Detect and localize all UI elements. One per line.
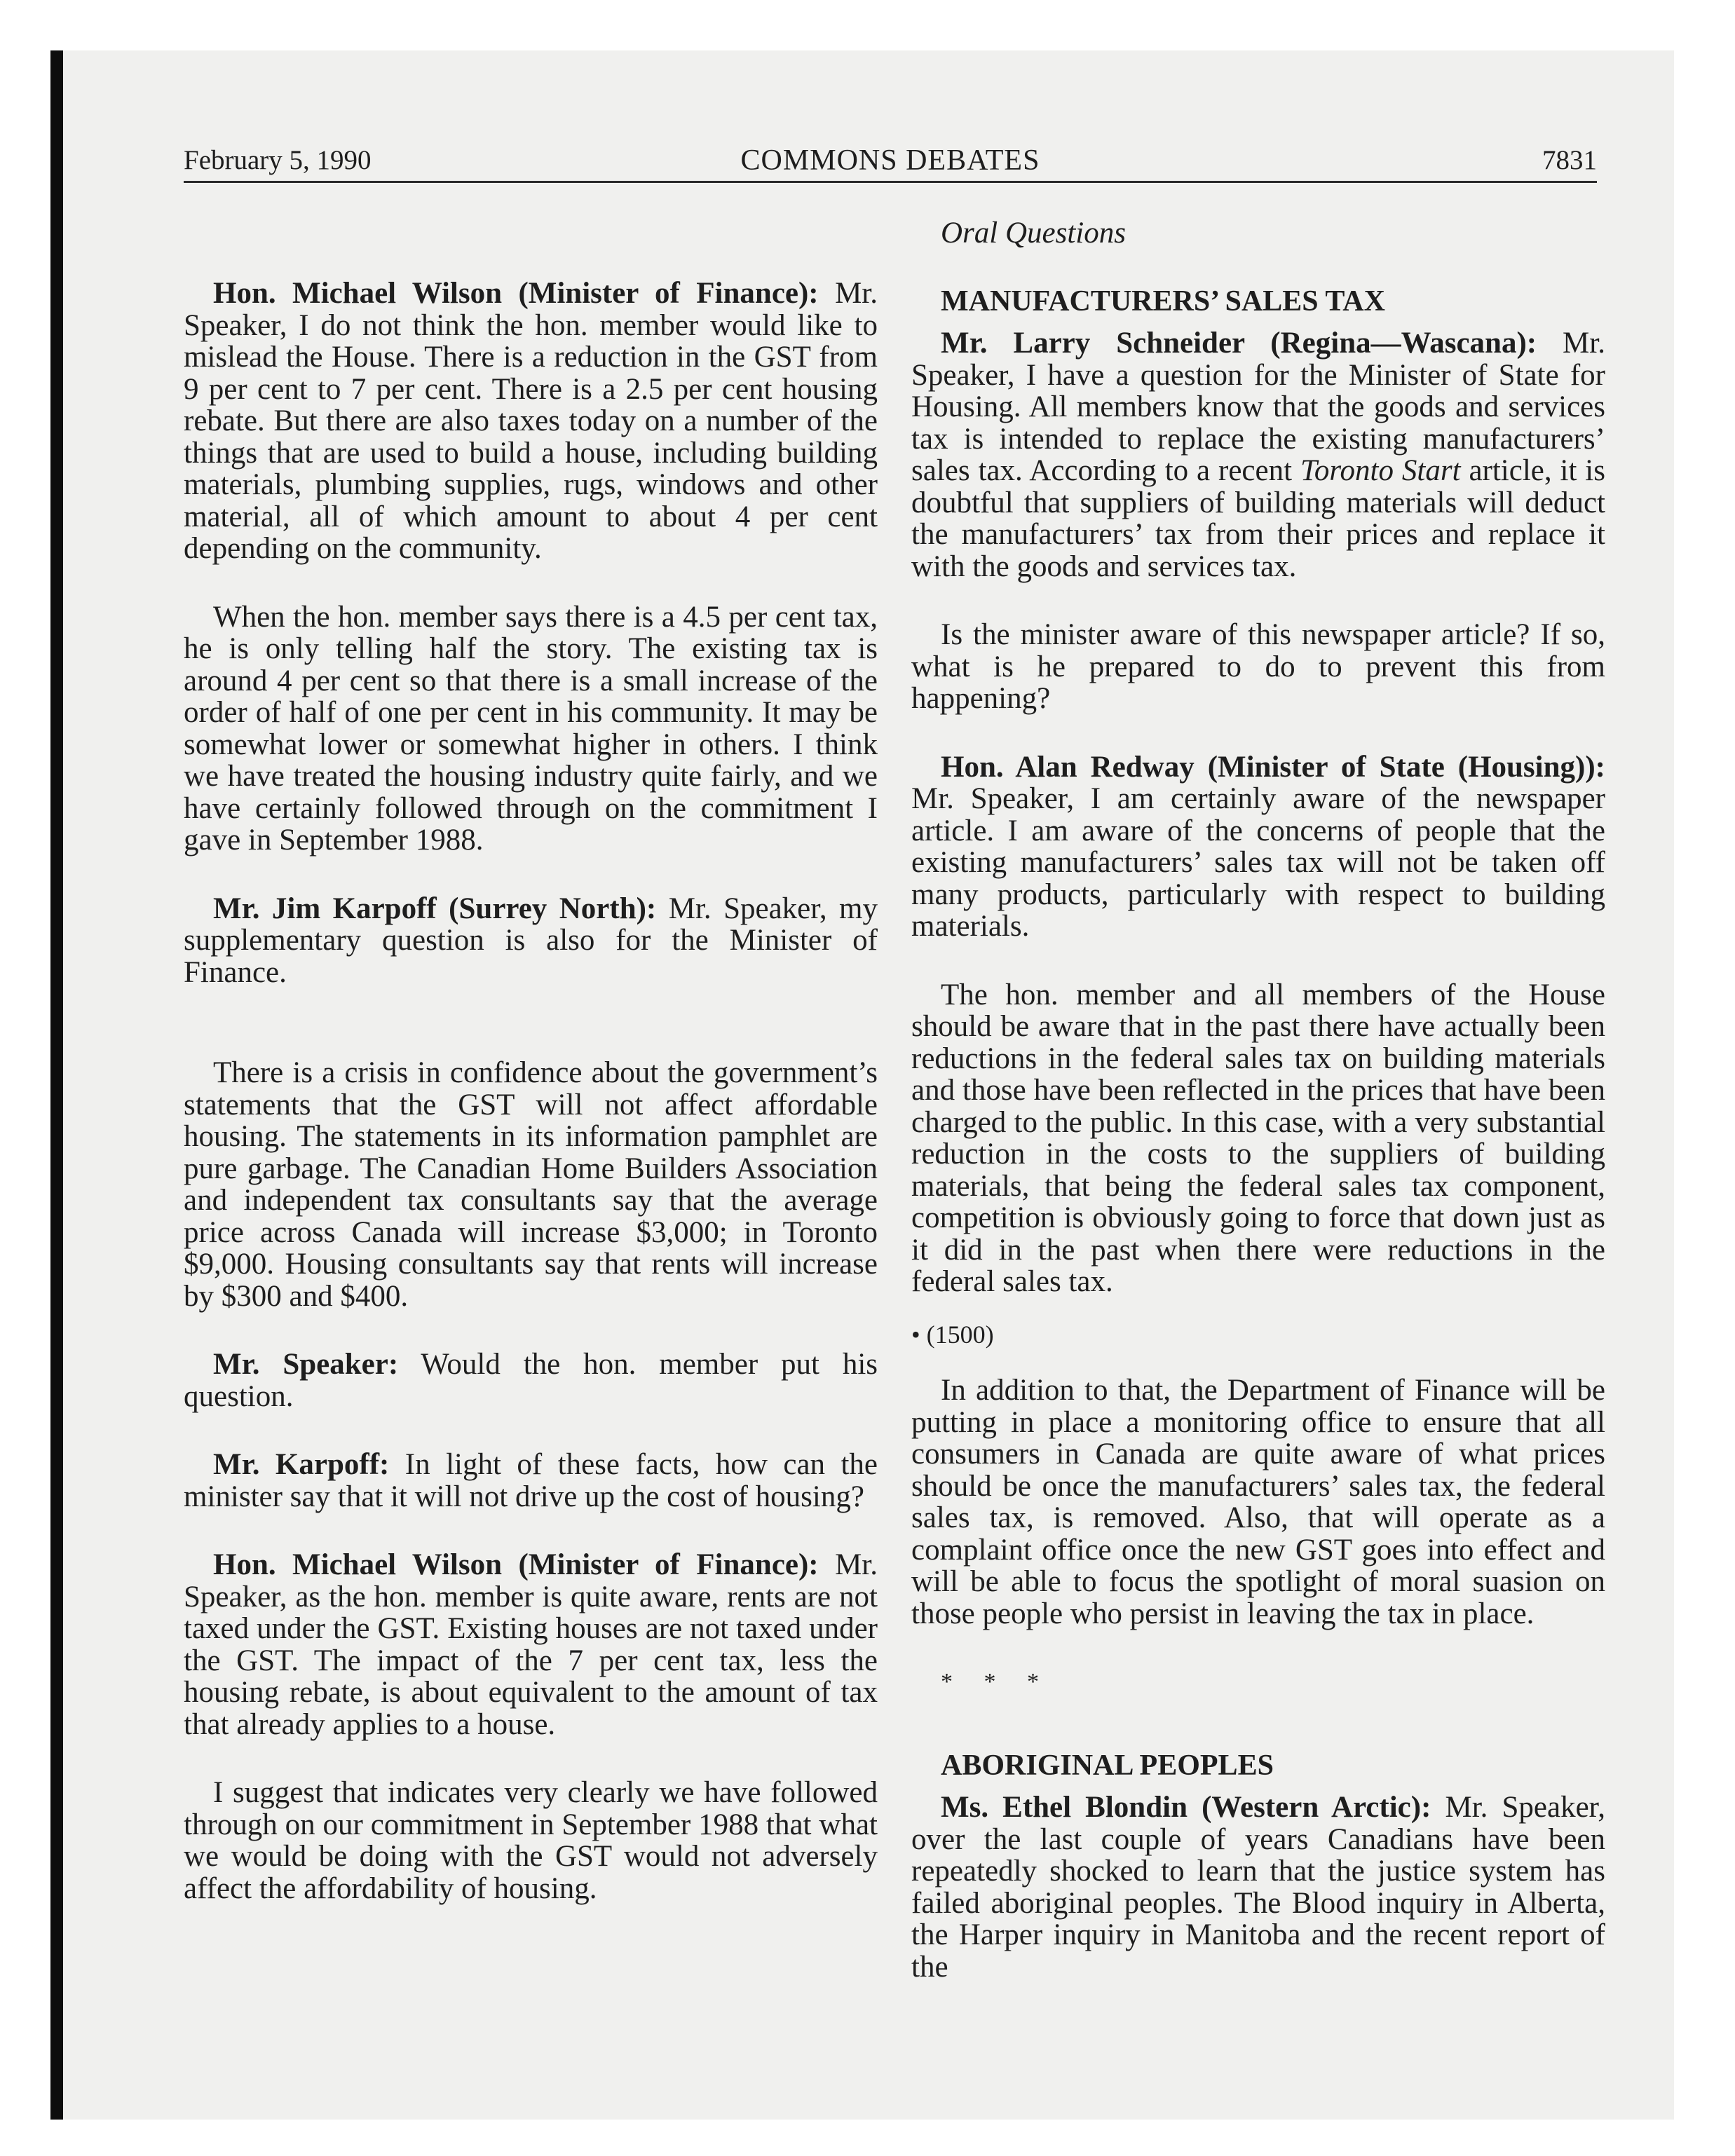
speech-text: Mr. Speaker, over the last couple of years Canadians have been repeatedly shocked to learn that the justice system has failed aboriginal peoples. The Blood inquiry in Alberta, the Harper inquiry in Manitoba and the recent report of the xyxy=(911,1791,1605,1984)
header-rule xyxy=(184,181,1597,183)
running-head xyxy=(184,143,1597,178)
paragraph xyxy=(911,751,1605,943)
paragraph xyxy=(184,1349,878,1412)
speaker-name: Mr. Speaker: xyxy=(213,1348,399,1381)
speech-text: Mr. Speaker, my supplementary question is also for the Minister of Finance. xyxy=(184,892,878,989)
paragraph xyxy=(184,893,878,989)
speech-text: The hon. member and all members of the House should be aware that in the past there have actually been reductions in the federal sales tax on building materials and those have been reflected in the prices that have been charged to the public. In this case, with a very substantial reduction in the costs to the suppliers of building materials, that being the federal sales tax component, competition is obviously going to force that down just as it did in the past when there were reductions in the federal sales tax. xyxy=(911,978,1605,1298)
speech-text: There is a crisis in confidence about the government’s statements that the GST will not affect affordable housing. The statements in its information pamphlet are pure garbage. The Canadian Home Builders Association and independent tax consultants say that the average price across Canada will increase $3,000; in Toronto $9,000. Housing consultants say that rents will increase by $300 and $400. xyxy=(184,1056,878,1313)
paragraph xyxy=(184,601,878,857)
paragraph xyxy=(184,1549,878,1740)
speech-text: Would the hon. member put his question. xyxy=(184,1348,878,1413)
paragraph xyxy=(911,1792,1605,1983)
speech-text: article, it is doubtful that suppliers of building materials will deduct the manufacturers’ tax from their prices and replace it with the goods and services tax. xyxy=(911,454,1605,583)
speech-text: Mr. Speaker, as the hon. member is quite aware, rents are not taxed under the GST. Existing houses are not taxed under the GST. The impact of the 7 per cent tax, less the housing rebate, is about equivalent to the amount of tax that already applies to a house. xyxy=(184,1548,878,1741)
speaker-name: Hon. Michael Wilson (Minister of Finance): xyxy=(213,277,819,310)
paragraph xyxy=(184,1449,878,1513)
scan-edge xyxy=(50,50,63,2120)
speech-text: Mr. Speaker, I have a question for the Minister of State for Housing. All members know that the goods and services tax is intended to replace the existing manufacturers’ sales tax. According to a recent xyxy=(911,327,1605,487)
paragraph xyxy=(911,619,1605,715)
paragraph xyxy=(911,979,1605,1298)
speaker-name: Mr. Larry Schneider (Regina—Wascana): xyxy=(941,327,1537,360)
speech-text: I suggest that indicates very clearly we have followed through on our commitment in September 1988 that what we would be doing with the GST would not adversely affect the affordability of housing. xyxy=(184,1776,878,1905)
section-heading: ABORIGINAL PEOPLES xyxy=(941,1749,1274,1782)
section-separator: * * * xyxy=(941,1669,1052,1695)
speech-text: In addition to that, the Department of Finance will be putting in place a monitoring office to ensure that all consumers in Canada are quite aware of what prices should be once the manufacturers’ sales tax, the federal sales tax, is removed. Also, that will operate as a complaint office once the new GST goes into effect and will be able to focus the spotlight of moral suasion on those people who persist in leaving the tax in place. xyxy=(911,1374,1605,1630)
paragraph xyxy=(184,1057,878,1312)
speaker-name: Hon. Michael Wilson (Minister of Finance): xyxy=(213,1548,819,1581)
paragraph xyxy=(184,278,878,565)
right-column xyxy=(911,217,1605,1983)
paragraph xyxy=(911,1374,1605,1630)
speech-text: Is the minister aware of this newspaper article? If so, what is he prepared to do to prevent this from happening? xyxy=(911,618,1605,715)
speech-text: When the hon. member says there is a 4.5 per cent tax, he is only telling half the story. The existing tax is around 4 per cent so that there is a small increase of the order of half of one per cent in his community. It may be somewhat lower or somewhat higher in others. I think we have treated the housing industry quite fairly, and we have certainly followed through on the commitment I gave in September 1988. xyxy=(184,600,878,857)
speaker-name: Ms. Ethel Blondin (Western Arctic): xyxy=(941,1791,1431,1824)
section-heading: MANUFACTURERS’ SALES TAX xyxy=(941,285,1385,318)
header-page-number: 7831 xyxy=(1542,145,1597,175)
speech-text: Mr. Speaker, I am certainly aware of the newspaper article. I am aware of the concerns of people that the existing manufacturers’ sales tax will not be taken off many products, particularly with respect to building materials. xyxy=(911,782,1605,943)
paragraph xyxy=(911,327,1605,582)
left-column xyxy=(184,217,878,1904)
section-label: Oral Questions xyxy=(941,217,1126,250)
paragraph xyxy=(184,1777,878,1904)
speaker-name: Hon. Alan Redway (Minister of State (Housing)): xyxy=(941,750,1605,784)
header-title: COMMONS DEBATES xyxy=(740,144,1040,177)
speaker-name: Mr. Jim Karpoff (Surrey North): xyxy=(213,892,657,925)
speaker-name: Mr. Karpoff: xyxy=(213,1448,390,1481)
speech-text: In light of these facts, how can the minister say that it will not drive up the cost of housing? xyxy=(184,1448,878,1513)
header-date: February 5, 1990 xyxy=(184,145,372,175)
time-marker: • (1500) xyxy=(911,1320,994,1349)
speech-text: Mr. Speaker, I do not think the hon. member would like to mislead the House. There is a reduction in the GST from 9 per cent to 7 per cent. There is a 2.5 per cent housing rebate. But there are also taxes today on a number of the things that are used to build a house, including building materials, plumbing supplies, rugs, windows and other material, all of which amount to about 4 per cent depending on the community. xyxy=(184,277,878,565)
publication-title: Toronto Start xyxy=(1300,454,1461,487)
